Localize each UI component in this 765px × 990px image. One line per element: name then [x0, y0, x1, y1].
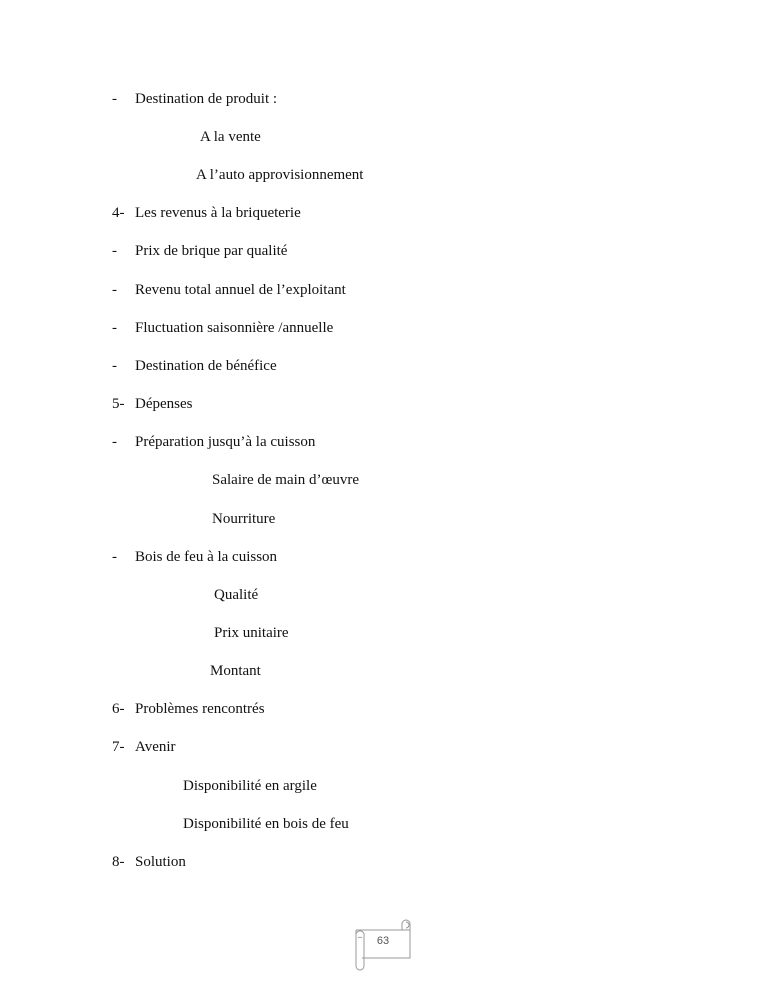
- list-marker: 7-: [112, 739, 125, 755]
- item-text: Destination de bénéfice: [135, 358, 277, 374]
- page-number-scroll: [348, 918, 418, 972]
- list-marker: 6-: [112, 701, 125, 717]
- item-text: Fluctuation saisonnière /annuelle: [135, 320, 334, 336]
- item-text: Revenu total annuel de l’exploitant: [135, 282, 346, 298]
- list-marker: -: [112, 91, 117, 107]
- item-text: Prix unitaire: [214, 625, 289, 641]
- item-text: Prix de brique par qualité: [135, 243, 288, 259]
- item-text: Nourriture: [212, 511, 276, 527]
- item-text: Les revenus à la briqueterie: [135, 205, 301, 221]
- item-text: Solution: [135, 854, 186, 870]
- item-text: Disponibilité en bois de feu: [183, 816, 349, 832]
- list-marker: 5-: [112, 396, 125, 412]
- page-number: 63: [376, 935, 390, 947]
- item-text: Disponibilité en argile: [183, 778, 317, 794]
- list-marker: -: [112, 320, 117, 336]
- item-text: Préparation jusqu’à la cuisson: [135, 434, 316, 450]
- item-text: Problèmes rencontrés: [135, 701, 265, 717]
- item-text: Qualité: [214, 587, 259, 603]
- item-text: Avenir: [135, 739, 176, 755]
- item-text: Dépenses: [135, 396, 193, 412]
- item-text: Salaire de main d’œuvre: [212, 472, 360, 488]
- item-text: A la vente: [200, 129, 261, 145]
- list-marker: -: [112, 549, 117, 565]
- item-text: Montant: [210, 663, 261, 679]
- item-text: A l’auto approvisionnement: [196, 167, 364, 183]
- list-marker: -: [112, 282, 117, 298]
- list-marker: -: [112, 243, 117, 259]
- item-text: Destination de produit :: [135, 91, 278, 107]
- list-marker: 4-: [112, 205, 125, 221]
- list-marker: 8-: [112, 854, 125, 870]
- list-marker: -: [112, 358, 117, 374]
- item-text: Bois de feu à la cuisson: [135, 549, 278, 565]
- list-marker: -: [112, 434, 117, 450]
